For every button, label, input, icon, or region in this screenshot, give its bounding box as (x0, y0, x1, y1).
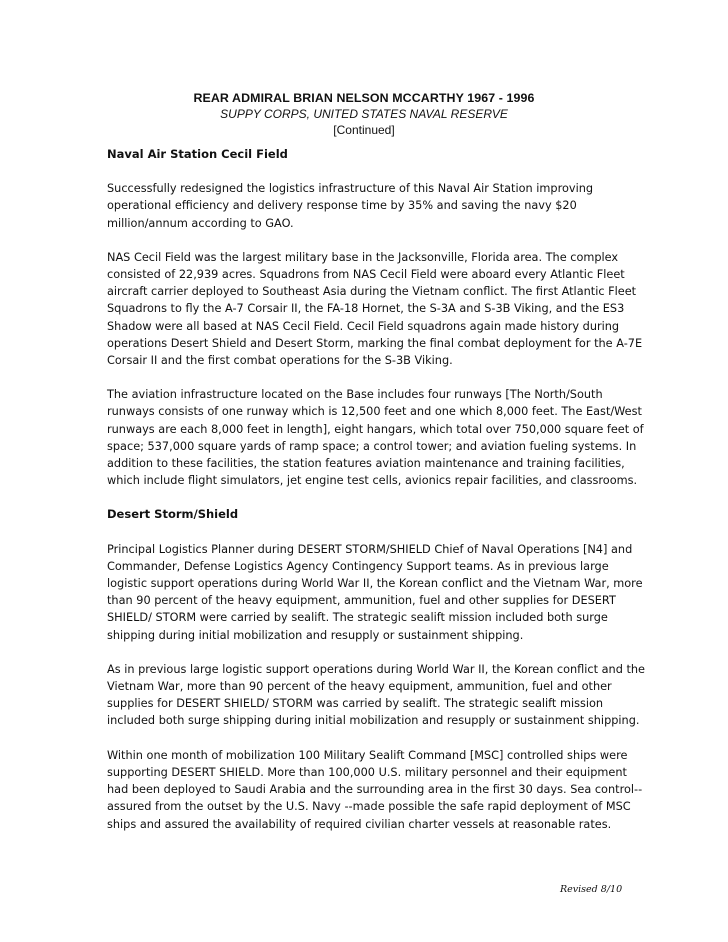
paragraph: As in previous large logistic support operations during World War II, the Korean conflict and the Vietnam War, more than 90 percent of the heavy equipment, ammunition, fuel and other supplies for DESERT SHIELD/ STORM was carried by sealift. The strategic sealift mission included both surge shipping during initial mobilization and resupply or sustainment shipping. (107, 662, 646, 728)
document-header (106, 90, 622, 138)
paragraph: The aviation infrastructure located on the Base includes four runways [The North/South runways consists of one runway which is 12,500 feet and one which 8,000 feet. The East/West runways are each 8,000 feet in length], eight hangars, which total over 750,000 square feet of space; 537,000 square yards of ramp space; a control tower; and aviation fueling systems. In addition to these facilities, the station features aviation maintenance and training facilities, which include flight simulators, jet engine test cells, avionics repair facilities, and classrooms. (107, 388, 644, 488)
document-title: REAR ADMIRAL BRIAN NELSON MCCARTHY 1967 - 1996 (193, 91, 535, 105)
paragraph: NAS Cecil Field was the largest military base in the Jacksonville, Florida area. The complex consisted of 22,939 acres. Squadrons from NAS Cecil Field were aboard every Atlantic Fleet aircraft carrier deployed to Southeast Asia during the Vietnam conflict. The first Atlantic Fleet Squadrons to fly the A-7 Corsair II, the FA-18 Hornet, the S-3A and S-3B Viking, and the ES3 Shadow were all based at NAS Cecil Field. Cecil Field squadrons again made history during operations Desert Shield and Desert Storm, marking the final combat deployment for the A-7E Corsair II and the first combat operations for the S-3B Viking. (107, 250, 643, 368)
section-heading-cecil-field: Naval Air Station Cecil Field (107, 147, 288, 161)
paragraph: Successfully redesigned the logistics infrastructure of this Naval Air Station improving operational efficiency and delivery response time by 35% and saving the navy $20 million/annum according to GAO. (107, 182, 594, 230)
revision-note: Revised 8/10 (560, 884, 623, 895)
section-heading-desert-storm: Desert Storm/Shield (107, 507, 239, 522)
paragraph: Principal Logistics Planner during DESERT STORM/SHIELD Chief of Naval Operations [N4] and Commander, Defense Logistics Agency Contingency Support teams. As in previous large logistic support operations during World War II, the Korean conflict and the Vietnam War, more than 90 percent of the heavy equipment, ammunition, fuel and other supplies for DESERT SHIELD/ STORM were carried by sealift. The strategic sealift mission included both surge shipping during initial mobilization and resupply or sustainment shipping. (107, 542, 643, 642)
document-body (107, 146, 647, 850)
document-subtitle: SUPPY CORPS, UNITED STATES NAVAL RESERVE (220, 107, 508, 121)
continued-label: [Continued] (333, 123, 395, 137)
paragraph: Within one month of mobilization 100 Military Sealift Command [MSC] controlled ships were supporting DESERT SHIELD. More than 100,000 U.S. military personnel and their equipment had been deployed to Saudi Arabia and the surrounding area in the first 30 days. Sea control-- assured from the outset by the U.S. Navy --made possible the safe rapid deployment of MSC ships and assured the availability of required civilian charter vessels at reasonable rates. (107, 748, 643, 831)
